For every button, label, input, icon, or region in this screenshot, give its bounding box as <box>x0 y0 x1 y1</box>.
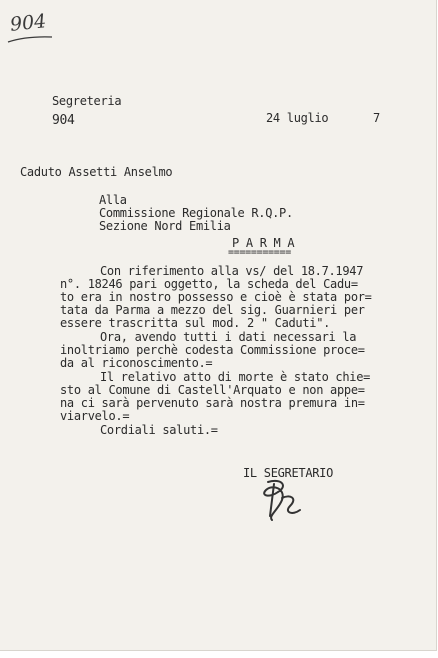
body-line: na ci sarà pervenuto sarà nostra premura in= <box>60 396 365 410</box>
body-line: tata da Parma a mezzo del sig. Guarnieri per <box>60 303 365 317</box>
recipient-line-1: Alla <box>99 193 127 207</box>
recipient-line-3: Sezione Nord Emilia <box>99 219 231 233</box>
body-line: n°. 18246 pari oggetto, la scheda del Cadu= <box>60 277 358 291</box>
letter-date: 24 luglio <box>266 111 329 125</box>
signature-scribble <box>248 476 310 524</box>
body-line: essere trascritta sul mod. 2 " Caduti". <box>60 316 331 330</box>
body-line: Ora, avendo tutti i dati necessari la <box>100 330 357 344</box>
body-line: da al riconoscimento.= <box>60 356 213 370</box>
recipient-city-underline: =========== <box>228 247 291 258</box>
handwritten-number: 904 <box>8 10 48 36</box>
body-line: Il relativo atto di morte è stato chie= <box>100 370 371 384</box>
recipient-city: P A R M A <box>232 236 295 250</box>
body-line: Con riferimento alla vs/ del 18.7.1947 <box>100 264 364 278</box>
closing-title: IL SEGRETARIO <box>243 466 334 480</box>
office-label: Segreteria <box>52 94 122 108</box>
body-line: to era in nostro possesso e cioè è stata por= <box>60 290 372 304</box>
recipient-line-2: Commissione Regionale R.Q.P. <box>99 206 293 220</box>
subject-line: Caduto Assetti Anselmo <box>20 165 173 179</box>
handwritten-underline <box>6 34 56 46</box>
body-line: viarvelo.= <box>60 409 130 423</box>
body-line: sto al Comune di Castell'Arquato e non appe= <box>60 383 365 397</box>
letter-year: 7 <box>373 111 380 125</box>
protocol-number: 904 <box>52 113 75 128</box>
body-line: Cordiali saluti.= <box>100 423 218 437</box>
body-line: inoltriamo perchè codesta Commissione proce= <box>60 343 365 357</box>
